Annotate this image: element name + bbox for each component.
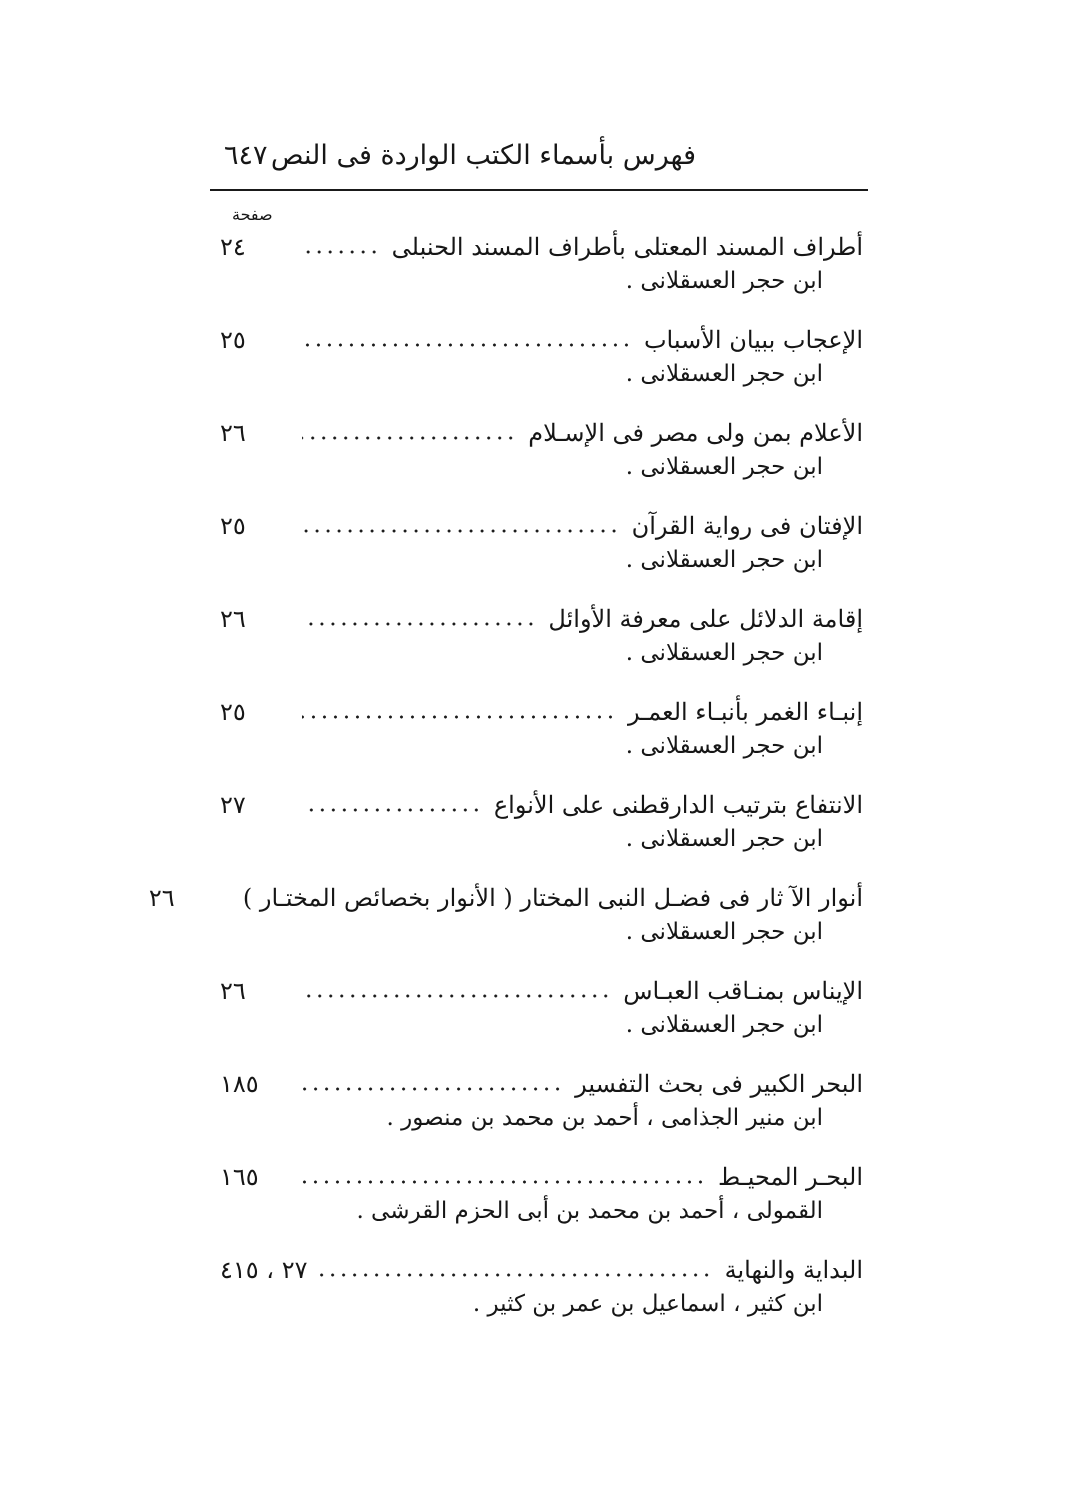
entry-title: الانتفاع بترتيب الدارقطنى على الأنواع [493, 791, 863, 819]
dot-leader [319, 1272, 712, 1278]
entry-pages: ٢٦ [220, 977, 246, 1005]
entry-title: الإعجاب ببيان الأسباب [643, 326, 863, 354]
dot-leader [302, 435, 516, 441]
index-entry [220, 598, 863, 691]
index-entry [220, 784, 863, 877]
entry-pages: ٢٥ [220, 326, 246, 354]
entry-author: ابن حجر العسقلانى . [625, 268, 823, 294]
index-entries [148, 226, 863, 1342]
dot-leader [302, 1179, 706, 1185]
dot-leader [302, 993, 611, 999]
dot-leader [302, 249, 380, 255]
index-entry [220, 1063, 863, 1156]
page-number: ٦٤٧ [224, 140, 268, 171]
index-entry [220, 505, 863, 598]
index-entry [220, 319, 863, 412]
index-entry [148, 877, 863, 970]
entry-author: ابن كثير ، اسماعيل بن عمر بن كثير . [472, 1291, 823, 1317]
entry-pages: ٢٥ [220, 698, 246, 726]
entry-pages: ١٨٥ [220, 1070, 259, 1098]
entry-pages: ١٦٥ [220, 1163, 259, 1191]
entry-author: ابن حجر العسقلانى . [625, 1012, 823, 1038]
entry-pages: ٢٧ [220, 791, 246, 819]
entry-title: الإفتان فى رواية القرآن [631, 512, 863, 540]
column-label-page: صفحة [232, 205, 273, 224]
index-entry [220, 970, 863, 1063]
entry-author: القمولى ، أحمد بن محمد بن أبى الحزم القرشى . [356, 1198, 823, 1224]
entry-pages: ٢٤ [220, 233, 246, 261]
entry-title: الأعلام بمن ولى مصر فى الإسـلام [528, 419, 863, 447]
index-entry [220, 412, 863, 505]
entry-author: ابن حجر العسقلانى . [625, 547, 823, 573]
dot-leader [302, 342, 632, 348]
entry-pages: ٢٦ [220, 419, 246, 447]
entry-author: ابن منير الجذامى ، أحمد بن محمد بن منصور . [386, 1105, 823, 1131]
entry-title: البحر الكبير فى بحث التفسير [575, 1070, 863, 1098]
entry-title: إقامة الدلائل على معرفة الأوائل [548, 605, 863, 633]
entry-author: ابن حجر العسقلانى . [625, 919, 823, 945]
entry-title: البحـر المحيـط [717, 1163, 863, 1191]
entry-pages: ٢٦ [220, 605, 246, 633]
entry-title: إنبـاء الغمر بأنبـاء العمـر [627, 698, 863, 726]
entry-pages: ٢٧ ، ٤١٥ [220, 1256, 308, 1284]
entry-pages: ٢٥ [220, 512, 246, 540]
dot-leader [302, 807, 482, 813]
running-header [210, 140, 868, 180]
entry-author: ابن حجر العسقلانى . [625, 640, 823, 666]
header-rule [210, 189, 868, 191]
entry-author: ابن حجر العسقلانى . [625, 733, 823, 759]
entry-pages: ٢٦ [148, 884, 175, 912]
entry-author: ابن حجر العسقلانى . [625, 826, 823, 852]
dot-leader [302, 1086, 563, 1092]
dot-leader [302, 714, 616, 720]
entry-author: ابن حجر العسقلانى . [625, 454, 823, 480]
index-entry [220, 691, 863, 784]
entry-title: الإيناس بمنـاقب العبـاس [623, 977, 863, 1005]
dot-leader [302, 528, 620, 534]
entry-title: أطراف المسند المعتلى بأطراف المسند الحنبلى [391, 233, 863, 261]
header-title: فهرس بأسماء الكتب الواردة فى النص [270, 140, 696, 171]
index-entry [220, 226, 863, 319]
index-entry [220, 1249, 863, 1342]
index-entry [220, 1156, 863, 1249]
dot-leader [302, 621, 536, 627]
entry-title: البداية والنهاية [724, 1256, 863, 1284]
entry-title: أنوار الآ ثار فى فضـل النبى المختار ( الأنوار بخصائص المختـار ) [242, 884, 863, 912]
entry-author: ابن حجر العسقلانى . [625, 361, 823, 387]
